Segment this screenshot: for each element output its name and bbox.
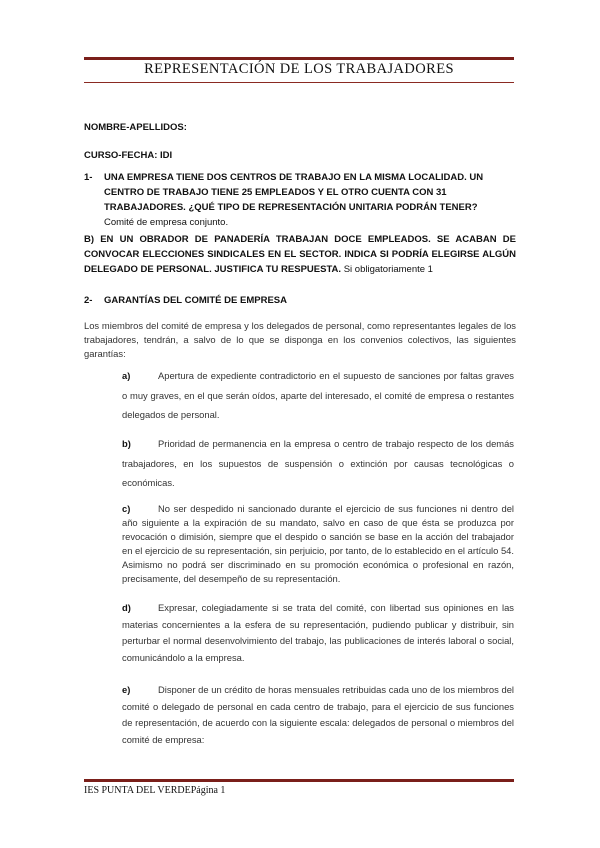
- guarantee-letter: e): [122, 684, 131, 695]
- section-2-heading: [84, 295, 287, 306]
- footer-rule: [84, 779, 514, 782]
- guarantee-item-c: [122, 502, 514, 586]
- guarantee-text: Expresar, colegiadamente si se trata del comité, con libertad sus opiniones en las materias concernientes a la esfera de su representación, pudiendo publicar y distribuir, sin perturbar el normal desenvolvimiento del trabajo, las publicaciones de interés laboral o social, comunicándolo a la empresa.: [122, 602, 514, 663]
- header-rule-top: [84, 57, 514, 60]
- page-footer: IES PUNTA DEL VERDEPágina 1: [84, 785, 226, 796]
- question-b-answer: Si obligatoriamente 1: [343, 264, 433, 275]
- section-2-title: GARANTÍAS DEL COMITÉ DE EMPRESA: [104, 295, 287, 306]
- guarantee-item-e: [122, 682, 514, 748]
- course-label: CURSO-FECHA: IDI: [84, 150, 173, 161]
- question-b: [84, 232, 516, 277]
- header-rule-bottom: [84, 82, 514, 83]
- question-b-text: B) EN UN OBRADOR DE PANADERÍA TRABAJAN DOCE EMPLEADOS. SE ACABAN DE CONVOCAR ELECCIONES SINDICALES EN EL SECTOR. INDICA SI PODRÍA ELEGIRSE ALGÚN DELEGADO DE PERSONAL. JUSTIFICA TU RESPUESTA.: [84, 234, 516, 275]
- section-2-intro: Los miembros del comité de empresa y los delegados de personal, como representantes legales de los trabajadores, tendrán, a salvo de lo que se disponga en los convenios colectivos, las siguientes garantías:: [84, 320, 516, 359]
- guarantee-letter: b): [122, 438, 131, 449]
- question-1-text: UNA EMPRESA TIENE DOS CENTROS DE TRABAJO EN LA MISMA LOCALIDAD. UN CENTRO DE TRABAJO TIENE 25 EMPLEADOS Y EL OTRO CUENTA CON 31 TRABAJADORES. ¿QUÉ TIPO DE REPRESENTACIÓN UNITARIA PODRÁN TENER?: [104, 172, 484, 213]
- guarantee-letter: c): [122, 503, 131, 514]
- guarantee-item-a: [122, 366, 514, 425]
- guarantee-letter: a): [122, 370, 131, 381]
- page-title: REPRESENTACIÓN DE LOS TRABAJADORES: [144, 61, 454, 77]
- question-1-answer: Comité de empresa conjunto.: [104, 217, 229, 228]
- guarantee-letter: d): [122, 602, 131, 613]
- guarantee-text: No ser despedido ni sancionado durante el ejercicio de sus funciones ni dentro del año siguiente a la expiración de su mandato, salvo en caso de que ésta se produzca por revocación o dimisión, siempre que el despido o sanción se base en la acción del trabajador en el ejercicio de su representación, sin perjuicio, por tanto, de lo establecido en el artículo 54. Asimismo no podrá ser discriminado en su promoción económica o profesional en razón, precisamente, del desempeño de su representación.: [122, 503, 514, 584]
- guarantee-text: Apertura de expediente contradictorio en el supuesto de sanciones por faltas graves o muy graves, en el que serán oídos, aparte del interesado, el comité de empresa o restantes delegados de personal.: [122, 370, 514, 420]
- section-2-number: 2-: [84, 295, 93, 306]
- name-label: NOMBRE-APELLIDOS:: [84, 122, 187, 133]
- question-1: [104, 170, 509, 230]
- guarantee-item-d: [122, 600, 514, 666]
- guarantee-text: Prioridad de permanencia en la empresa o centro de trabajo respecto de los demás trabajadores, en los supuestos de suspensión o extinción por causas tecnológicas o económicas.: [122, 438, 514, 488]
- guarantee-item-b: [122, 434, 514, 493]
- question-1-number: 1-: [84, 172, 93, 183]
- guarantee-text: Disponer de un crédito de horas mensuales retribuidas cada uno de los miembros del comité o delegado de personal en cada centro de trabajo, para el ejercicio de sus funciones de representación, de acuerdo con la siguiente escala: delegados de personal o miembros del comité de empresa:: [122, 684, 514, 745]
